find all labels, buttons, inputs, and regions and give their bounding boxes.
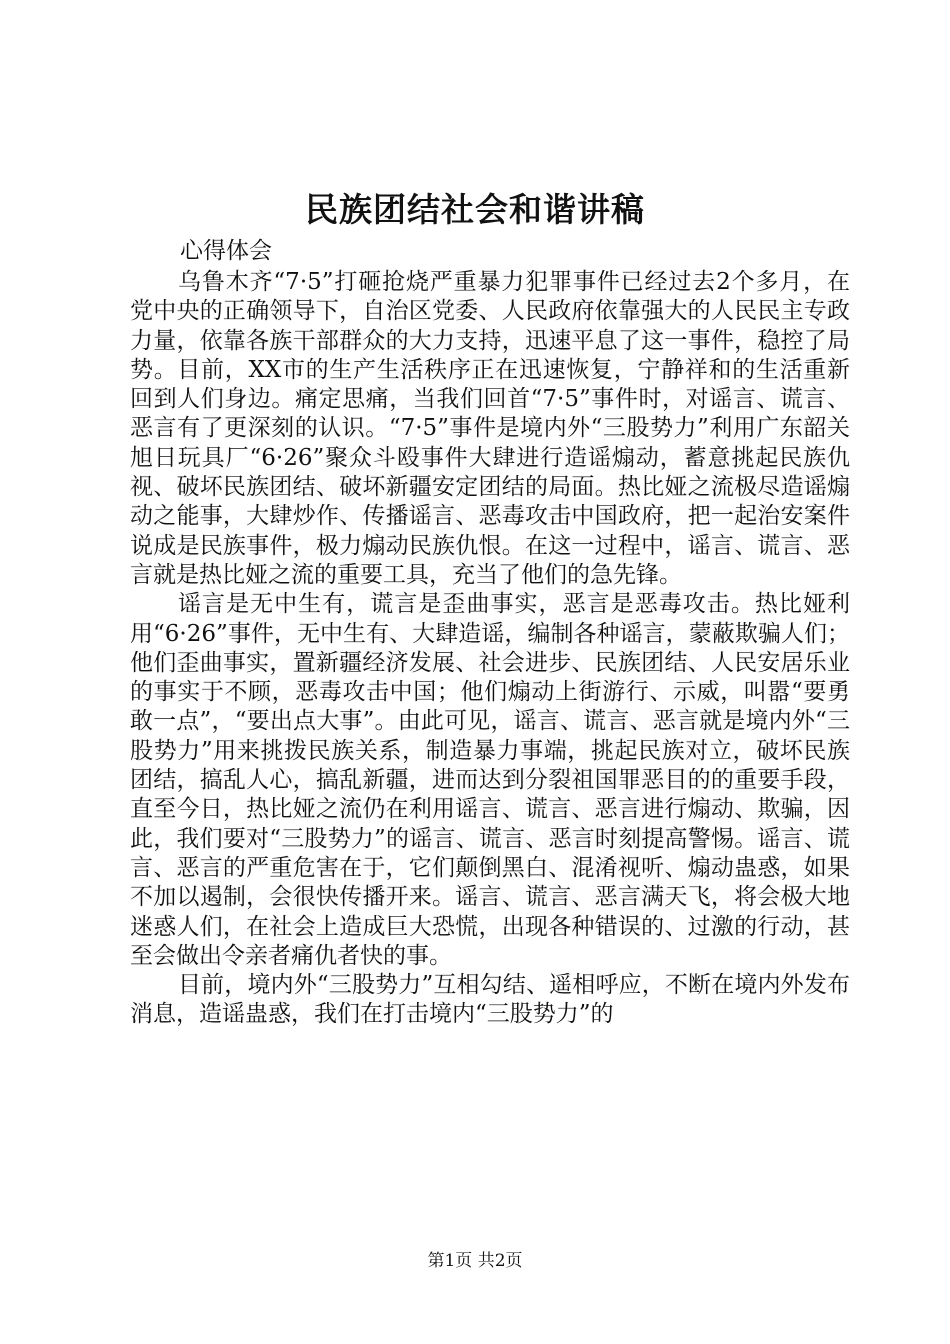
paragraph-2: 谣言是无中生有，谎言是歪曲事实，恶言是恶毒攻击。热比娅利用“6·26”事件，无中生有、大肆造谣，编制各种谣言，蒙蔽欺骗人们；他们歪曲事实，置新疆经济发展、社会进步、民族团结、人民安居乐业的事实于不顾，恶毒攻击中国；他们煽动上街游行、示威，叫嚣“要勇敢一点”，“要出点大事”。由此可见，谣言、谎言、恶言就是境内外“三股势力”用来挑拨民族关系，制造暴力事端，挑起民族对立，破坏民族团结，搞乱人心，搞乱新疆，进而达到分裂祖国罪恶目的的重要手段，直至今日，热比娅之流仍在利用谣言、谎言、恶言进行煽动、欺骗，因此，我们要对“三股势力”的谣言、谎言、恶言时刻提高警惕。谣言、谎言、恶言的严重危害在于，它们颠倒黑白、混淆视听、煽动蛊惑，如果不加以遏制，会很快传播开来。谣言、谎言、恶言满天飞，将会极大地迷惑人们，在社会上造成巨大恐慌，出现各种错误的、过激的行动，甚至会做出令亲者痛仇者快的事。 [130, 591, 850, 969]
page-title: 民族团结社会和谐讲稿 [305, 190, 645, 229]
page-footer: 第1页 共2页 [427, 1251, 523, 1271]
document-body [130, 268, 850, 1030]
paragraph-3: 目前，境内外“三股势力”互相勾结、遥相呼应，不断在境内外发布消息，造谣蛊惑，我们在打击境内“三股势力”的 [130, 972, 850, 1028]
document-subtitle: 心得体会 [180, 238, 272, 264]
paragraph-1: 乌鲁木齐“7·5”打砸抢烧严重暴力犯罪事件已经过去2个多月，在党中央的正确领导下，自治区党委、人民政府依靠强大的人民民主专政力量，依靠各族干部群众的大力支持，迅速平息了这一事件，稳控了局势。目前，XX市的生产生活秩序正在迅速恢复，宁静祥和的生活重新回到人们身边。痛定思痛，当我们回首“7·5”事件时，对谣言、谎言、恶言有了更深刻的认识。“7·5”事件是境内外“三股势力”利用广东韶关旭日玩具厂“6·26”聚众斗殴事件大肆进行造谣煽动，蓄意挑起民族仇视、破坏民族团结、破坏新疆安定团结的局面。热比娅之流极尽造谣煽动之能事，大肆炒作、传播谣言、恶毒攻击中国政府，把一起治安案件说成是民族事件，极力煽动民族仇恨。在这一过程中，谣言、谎言、恶言就是热比娅之流的重要工具，充当了他们的急先锋。 [130, 269, 850, 588]
